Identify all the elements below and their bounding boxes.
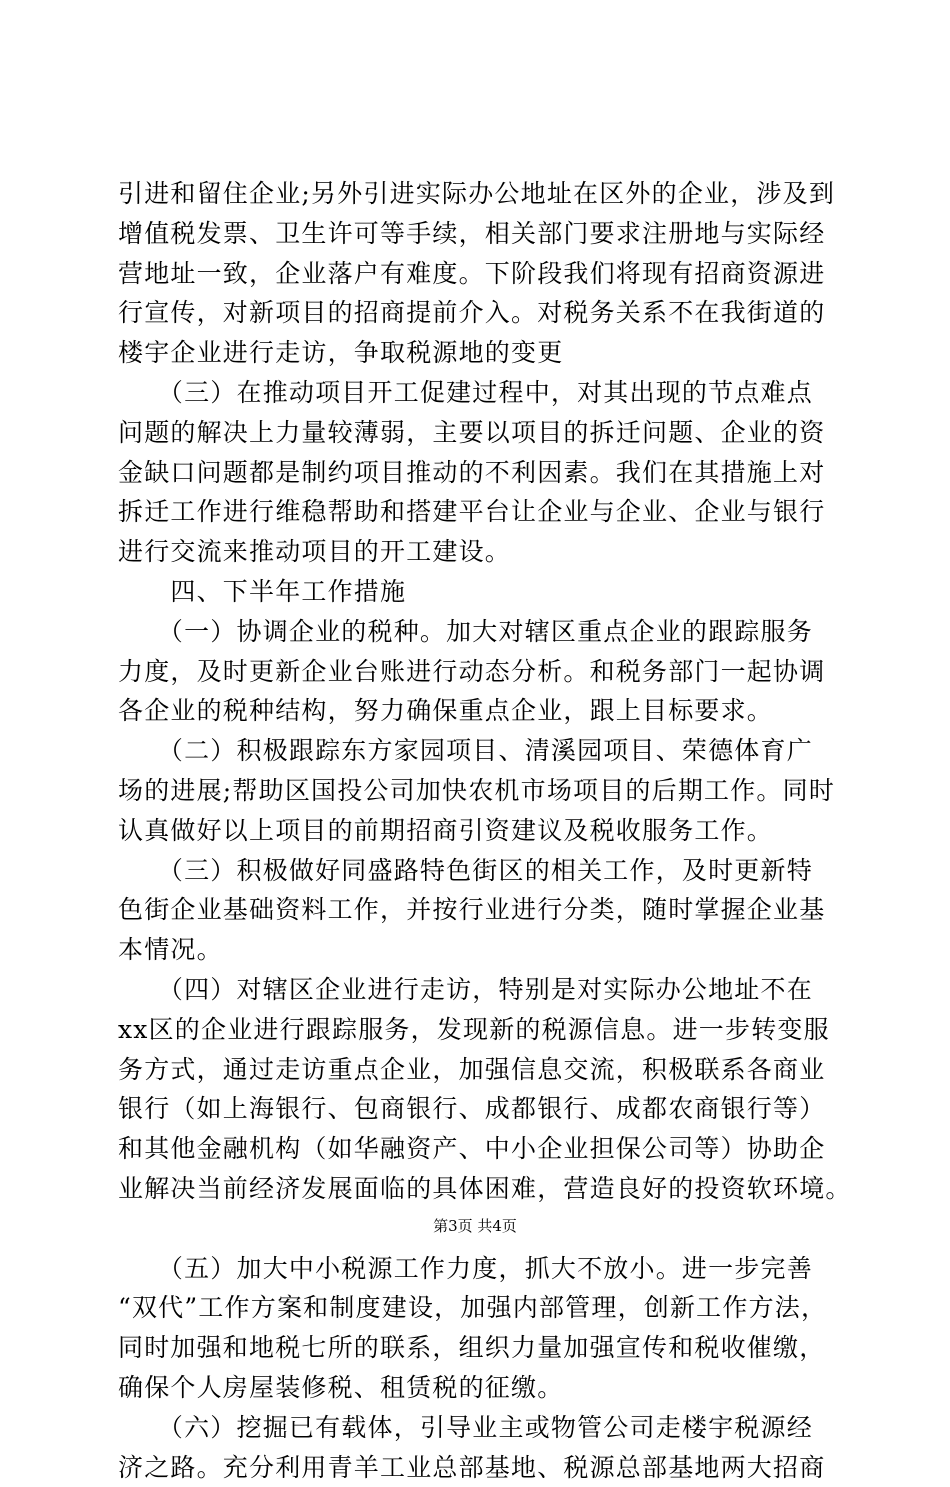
text-line: 务方式，通过走访重点企业，加强信息交流，积极联系各商业 (118, 1050, 838, 1090)
page-footer: 第3页 共4页 (0, 1216, 950, 1236)
text-line: 业解决当前经济发展面临的具体困难，营造良好的投资软环境。 (118, 1169, 838, 1209)
text-line: 色街企业基础资料工作，并按行业进行分类，随时掌握企业基 (118, 890, 838, 930)
text-line: 引进和留住企业;另外引进实际办公地址在区外的企业，涉及到 (118, 174, 838, 214)
text-line: 确保个人房屋装修税、租赁税的征缴。 (118, 1368, 838, 1408)
text-line: 各企业的税种结构，努力确保重点企业，跟上目标要求。 (118, 691, 838, 731)
text-line: 行宣传，对新项目的招商提前介入。对税务关系不在我街道的 (118, 293, 838, 333)
text-line: 认真做好以上项目的前期招商引资建议及税收服务工作。 (118, 811, 838, 851)
text-line: 拆迁工作进行维稳帮助和搭建平台让企业与企业、企业与银行 (118, 492, 838, 532)
text-line: （二）积极跟踪东方家园项目、清溪园项目、荣德体育广 (118, 731, 838, 771)
text-line: 增值税发票、卫生许可等手续，相关部门要求注册地与实际经 (118, 214, 838, 254)
text-line: 同时加强和地税七所的联系，组织力量加强宣传和税收催缴， (118, 1328, 838, 1368)
text-line: （三）积极做好同盛路特色街区的相关工作，及时更新特 (118, 851, 838, 891)
text-line: （六）挖掘已有载体，引导业主或物管公司走楼宇税源经 (118, 1408, 838, 1448)
text-line: xx区的企业进行跟踪服务，发现新的税源信息。进一步转变服 (118, 1010, 838, 1050)
text-line: 楼宇企业进行走访，争取税源地的变更 (118, 333, 838, 373)
text-line: 力度，及时更新企业台账进行动态分析。和税务部门一起协调 (118, 652, 838, 692)
text-line: “双代”工作方案和制度建设，加强内部管理，创新工作方法， (118, 1288, 838, 1328)
text-line: 本情况。 (118, 930, 838, 970)
document-body (118, 174, 838, 1487)
text-line: 四、下半年工作措施 (118, 572, 838, 612)
text-line: 和其他金融机构（如华融资产、中小企业担保公司等）协助企 (118, 1129, 838, 1169)
text-line: 进行交流来推动项目的开工建设。 (118, 532, 838, 572)
text-line: 问题的解决上力量较薄弱，主要以项目的拆迁问题、企业的资 (118, 413, 838, 453)
text-line: 金缺口问题都是制约项目推动的不利因素。我们在其措施上对 (118, 453, 838, 493)
text-line: （四）对辖区企业进行走访，特别是对实际办公地址不在 (118, 970, 838, 1010)
text-line: （三）在推动项目开工促建过程中，对其出现的节点难点 (118, 373, 838, 413)
text-line: 济之路。充分利用青羊工业总部基地、税源总部基地两大招商 (118, 1448, 838, 1487)
text-line: 营地址一致，企业落户有难度。下阶段我们将现有招商资源进 (118, 254, 838, 294)
text-line: （一）协调企业的税种。加大对辖区重点企业的跟踪服务 (118, 612, 838, 652)
text-line: （五）加大中小税源工作力度，抓大不放小。进一步完善 (118, 1249, 838, 1289)
text-line: 银行（如上海银行、包商银行、成都银行、成都农商银行等） (118, 1089, 838, 1129)
text-line: 场的进展;帮助区国投公司加快农机市场项目的后期工作。同时 (118, 771, 838, 811)
